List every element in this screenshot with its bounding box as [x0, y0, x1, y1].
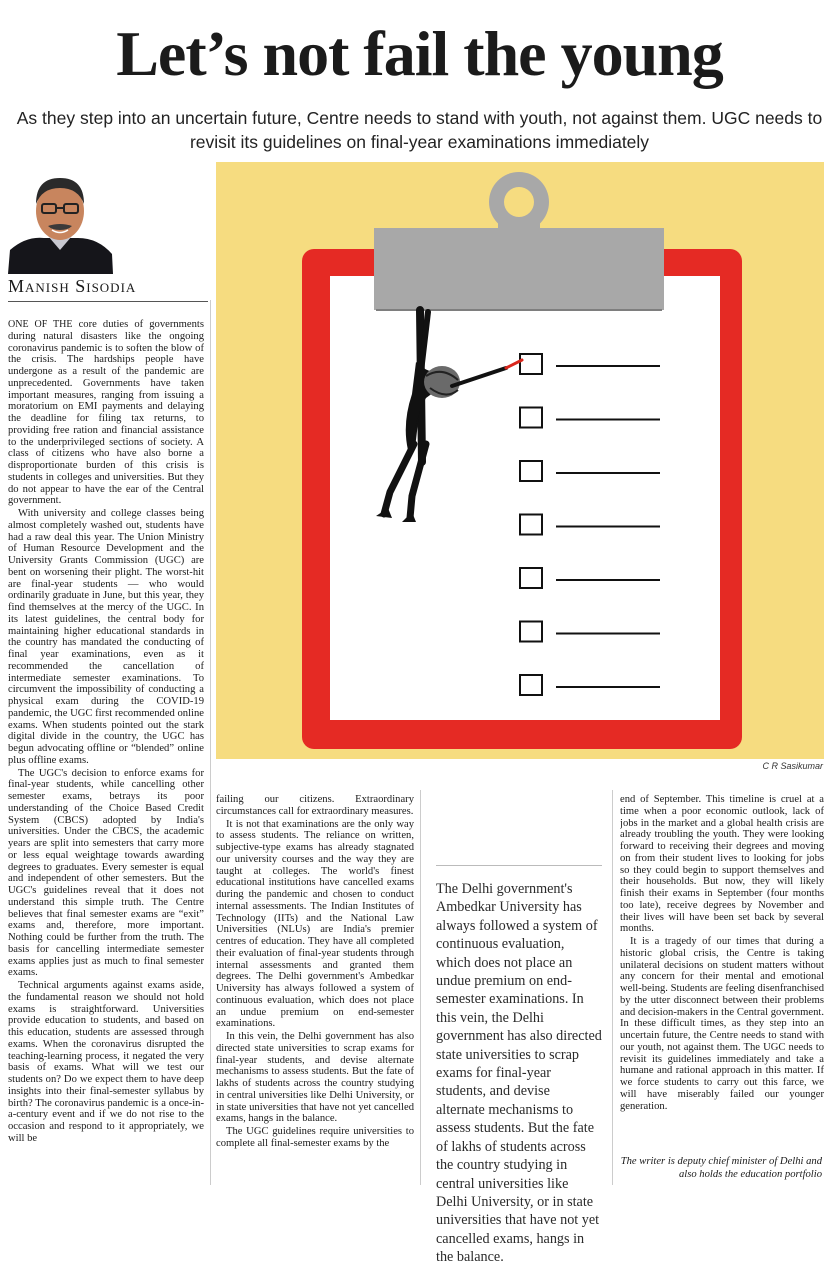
column-rule [210, 300, 211, 1185]
paragraph: With university and college classes being almost completely washed out, students have had a raw deal this year. The Union Ministry of Human Resource Development and the University Grants Commission (UGC) are bent on worsening their plight. The worst-hit are final-year students — who would ordinarily graduate in June, but this year, they find themselves at the mercy of the UGC. In its latest guidelines, the central body for maintaining higher educational standards in the country has mandated the conducting of final year examinations, even as it recommended the cancellation of intermediate semester examinations. To circumvent the impossibility of conducting a physical exam during the COVID-19 pandemic, the UGC first recommended online exams. When students pointed out the stark digital divide in the country, the UGC has begun advocating offline or “blended” online plus offline exams. [8, 508, 204, 766]
pullquote-rule [436, 865, 602, 866]
paragraph: The UGC guidelines require universities to complete all final-semester exams by the [216, 1126, 414, 1149]
author-tagline: The writer is deputy chief minister of Delhi and also holds the education portfolio [620, 1156, 822, 1180]
headline: Let’s not fail the young [116, 18, 723, 89]
paragraph: ONE OF THE core duties of governments during natural disasters like the ongoing coronavirus pandemic is to soften the blow of the crisis. The hardships people have undergone as a result of the pandemic are unprecedented. Governments have taken important measures, ranging from issuing a moratorium on EMI payments and delaying the deadline for filing tax returns, to providing free ration and financial assistance to the underprivileged sections of society. A class of citizens who have also borne a disproportionate burden of this crisis is students in colleges and universities. But they do not appear to have the ear of the Central government. [8, 319, 204, 507]
illustration-credit: C R Sasikumar [762, 761, 823, 771]
pullquote: The Delhi government's Ambedkar University has always followed a system of continuous evaluation, which does not place an undue premium on end-semester examinations. In this vein, the Delhi government has also directed state universities to scrap exams for final-year students, and devise alternate mechanisms to assess students. But the fate of lakhs of students across the country studying in central universities like Delhi University, or in state universities that have not yet cancelled exams, hangs in the balance. [436, 881, 602, 1266]
paragraph: It is a tragedy of our times that during a historic global crisis, the Centre is taking unilateral decisions on student matters without any concern for their mental and emotional well-being. Students are feeling disenfranchised by the utter disconnect between their problems and decision-makers in the Central government. In these difficult times, as they step into an uncertain future, the Centre needs to stand with our youth, not against them. The UGC needs to revisit its guidelines immediately and take a humane and rational approach in this matter. If we force students to carry out this farce, we will have miserably failed our younger generation. [620, 936, 824, 1112]
illustration [216, 162, 824, 759]
paragraph: end of September. This timeline is cruel at a time when a poor economic outlook, lack of jobs in the market and a global health crisis are already troubling the youth. They were looking forward to receiving their degrees and moving on from their student lives to looking for jobs so they could begin to support themselves and their households. But now, they will likely finish their exams in September (four months too late), receive degrees by November and their lives will have been set back by several months. [620, 794, 824, 935]
clip-hole [504, 187, 534, 217]
column-rule [612, 790, 613, 1185]
deck: As they step into an uncertain future, Centre needs to stand with youth, not against them. UGC needs to revisit its guidelines on final-year examinations immediately [16, 108, 823, 152]
paragraph: Technical arguments against exams aside, the fundamental reason we should not hold exams is straightforward. Universities provide education to students, and based on this education, students are assessed through exams. When the coronavirus disrupted the teaching-learning process, it negated the very basis of exams. What will we test our students on? Do we expect them to have deep insights into their final-semester syllabus by birth? The coronavirus pandemic is a once-in-a-century event and if we do not rise to the occasion and respond to it appropriately, we will be [8, 980, 204, 1144]
paragraph: The UGC's decision to enforce exams for final-year students, while cancelling other semester exams, betrays its poor understanding of the Choice Based Credit System (CBCS) adopted by India's universities. Under the CBCS, the academic years are split into semesters that carry more or less equal weightage towards awarding degrees to graduates. Every semester is equal and independent of other semesters. But the UGC's guidelines reveal that it does not understand this simple truth. The Centre believes that final semester exams are “exit” exams and, therefore, more important. Nothing could be further from the truth. The basis for cancelling intermediate semester exams applies just as much to final semester exams. [8, 767, 204, 979]
clip-plate [374, 228, 664, 310]
column-rule [420, 790, 421, 1185]
paragraph: In this vein, the Delhi government has also directed state universities to scrap exams for final-year students, and devise alternate mechanisms to assess students. But the fate of lakhs of students across the country studying in central universities like Delhi University, or in state universities that have not yet cancelled exams, hangs in the balance. [216, 1031, 414, 1125]
author-portrait-icon [8, 166, 113, 274]
column-4 [620, 794, 824, 1152]
author-photo [8, 166, 113, 274]
paragraph: failing our citizens. Extraordinary circumstances call for extraordinary measures. [216, 794, 414, 817]
column-2 [216, 794, 414, 1186]
author-byline: Manish Sisodia [8, 276, 208, 302]
column-1 [8, 319, 204, 1195]
paragraph: It is not that examinations are the only way to assess students. The reliance on written, subjective-type exams has already stagnated our university courses and the way they are taught at colleges. The world's finest educational institutions have cancelled exams during the pandemic and chosen to conduct internal assessments. The Indian Institutes of Technology (IITs) and the National Law Universities (NLUs) are India's premier centres of education. They have all completed their evaluation of final-year students through internal assessments and granted them degrees. The Delhi government's Ambedkar University has always followed a system of continuous evaluation, which does not place an undue premium on end-semester examinations. [216, 818, 414, 1030]
